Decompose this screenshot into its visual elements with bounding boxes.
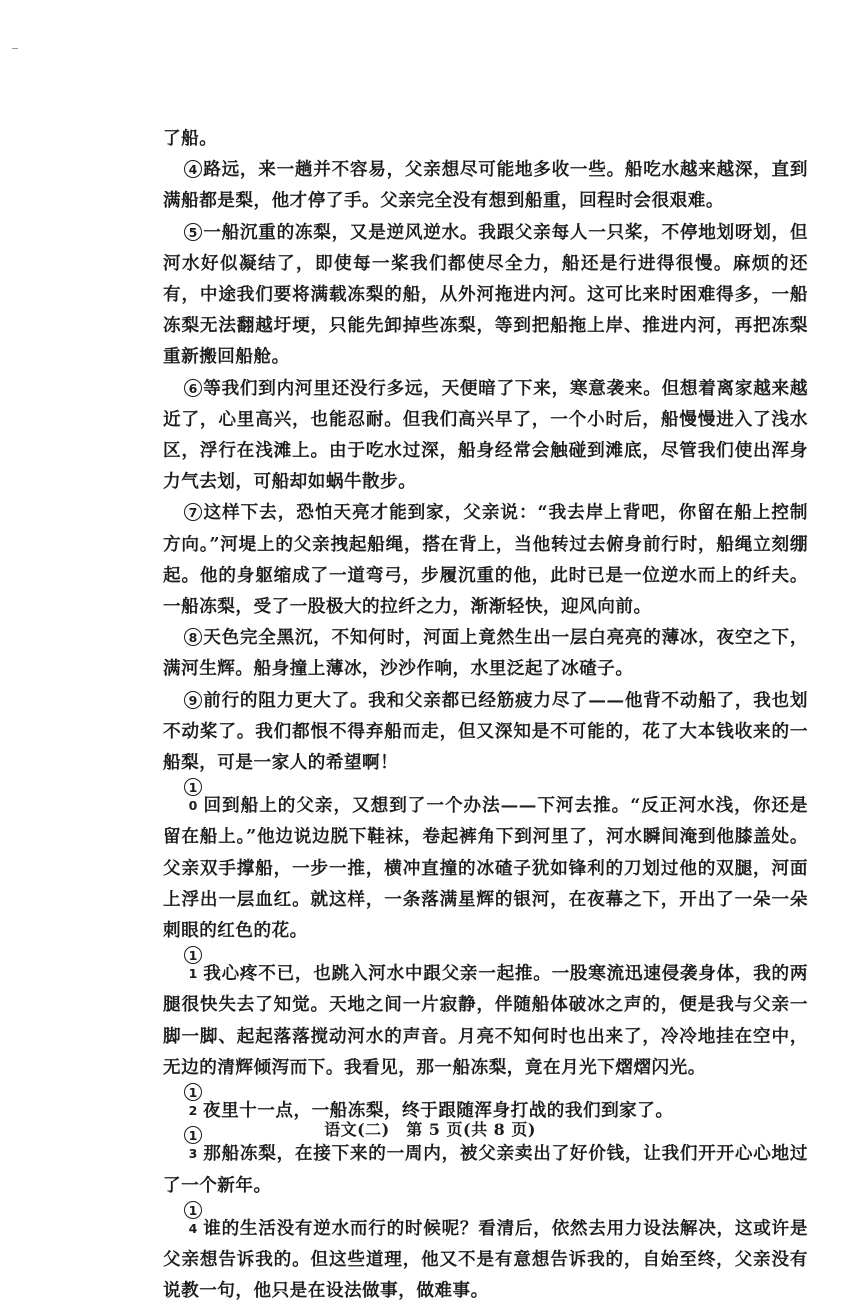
paragraph-number: 4 bbox=[184, 160, 202, 178]
paragraph-text: 我心疼不已，也跳入河水中跟父亲一起推。一股寒流迅速侵袭身体，我的两腿很快失去了知觉。天地之间一片寂静，伴随船体破冰之声的，便是我与父亲一脚一脚、起起落落搅动河水的声音。月亮不知何时也出来了，冷冷地挂在空中，无边的清辉倾泻而下。我看见，那一船冻梨，竟在月光下熠熠闪光。 bbox=[163, 963, 808, 1078]
paragraph-text: 一船沉重的冻梨，又是逆风逆水。我跟父亲每人一只桨，不停地划呀划，但河水好似凝结了，即使每一桨我们都使尽全力，船还是行进得很慢。麻烦的还有，中途我们要将满载冻梨的船，从外河拖进内河。这可比来时困难得多，一船冻梨无法翻越圩埂，只能先卸掉些冻梨，等到把船拖上岸、推进内河，再把冻梨重新搬回船舱。 bbox=[163, 221, 808, 368]
paragraph-text: 这样下去，恐怕天亮才能到家，父亲说：“我去岸上背吧，你留在船上控制方向。”河堤上的父亲拽起船绳，搭在背上，当他转过去俯身前行时，船绳立刻绷起。他的身躯缩成了一道弯弓，步履沉重的他，此时已是一位逆水而上的纤夫。一船冻梨，受了一股极大的拉纤之力，渐渐轻快，迎风向前。 bbox=[163, 502, 808, 618]
paragraph-text: 回到船上的父亲，又想到了一个办法——下河去推。“反正河水浅，你还是留在船上。”他边说边脱下鞋袜，卷起裤角下到河里了，河水瞬间淹到他膝盖处。父亲双手撑船，一步一推，横冲直撞的冰碴子犹如锋利的刀划过他的双腿，河面上浮出一层血红。就这样，一条落满星辉的银河，在夜幕之下，开出了一朵一朵刺眼的红色的花。 bbox=[163, 795, 808, 942]
paragraph-number: 9 bbox=[184, 691, 202, 709]
paragraph-4 bbox=[163, 154, 808, 216]
paragraph-number: 6 bbox=[184, 379, 202, 397]
paragraph-text: 前行的阻力更大了。我和父亲都已经筋疲力尽了——他背不动船了，我也划不动桨了。我们都恨不得弃船而走，但又深知是不可能的，花了大本钱收来的一船梨，可是一家人的希望啊！ bbox=[163, 689, 808, 774]
paragraph-text: 谁的生活没有逆水而行的时候呢？看清后，依然去用力设法解决，这或许是父亲想告诉我的。但这些道理，他又不是有意想告诉我的，自始至终，父亲没有说教一句，他只是在设法做事，做难事。 bbox=[163, 1217, 808, 1302]
paragraph-number: 11 bbox=[184, 946, 202, 964]
paragraph-10 bbox=[163, 778, 808, 946]
paragraph-5 bbox=[163, 217, 808, 373]
page-footer: 语文(二) 第 5 页(共 8 页) bbox=[324, 1120, 536, 1139]
paragraph-number: 8 bbox=[184, 628, 202, 646]
paragraph-8 bbox=[163, 622, 808, 684]
paragraph-number: 12 bbox=[184, 1083, 202, 1101]
paragraph-text: 天色完全黑沉，不知何时，河面上竟然生出一层白亮亮的薄冰，夜空之下，满河生辉。船身撞上薄冰，沙沙作响，水里泛起了冰碴子。 bbox=[163, 627, 808, 680]
paragraph-14 bbox=[163, 1201, 808, 1306]
paragraph-number: 14 bbox=[184, 1201, 202, 1219]
paragraph-6 bbox=[163, 373, 808, 498]
paragraph-text: 路远，来一趟并不容易，父亲想尽可能地多收一些。船吃水越来越深，直到满船都是梨，他才停了手。父亲完全没有想到船重，回程时会很艰难。 bbox=[163, 159, 808, 212]
scan-mark bbox=[12, 48, 18, 49]
paragraph-text: 等我们到内河里还没行多远，天便暗了下来，寒意袭来。但想着离家越来越近了，心里高兴，也能忍耐。但我们高兴早了，一个小时后，船慢慢进入了浅水区，浮行在浅滩上。由于吃水过深，船身经常会触碰到滩底，尽管我们使出浑身力气去划，可船却如蜗牛散步。 bbox=[163, 377, 808, 493]
paragraph-text: 那船冻梨，在接下来的一周内，被父亲卖出了好价钱，让我们开开心心地过了一个新年。 bbox=[163, 1143, 808, 1196]
paragraph-number: 5 bbox=[184, 223, 202, 241]
paragraph-11 bbox=[163, 946, 808, 1083]
paragraph-7 bbox=[163, 497, 808, 622]
paragraph-number: 10 bbox=[184, 778, 202, 796]
paragraph-number: 13 bbox=[184, 1126, 202, 1144]
paragraph-3-end bbox=[163, 123, 808, 154]
paragraph-9 bbox=[163, 685, 808, 779]
paragraph-text: 了船。 bbox=[163, 128, 218, 149]
paragraph-number: 7 bbox=[184, 503, 202, 521]
paragraph-text: 夜里十一点，一船冻梨，终于跟随浑身打战的我们到家了。 bbox=[203, 1100, 674, 1122]
